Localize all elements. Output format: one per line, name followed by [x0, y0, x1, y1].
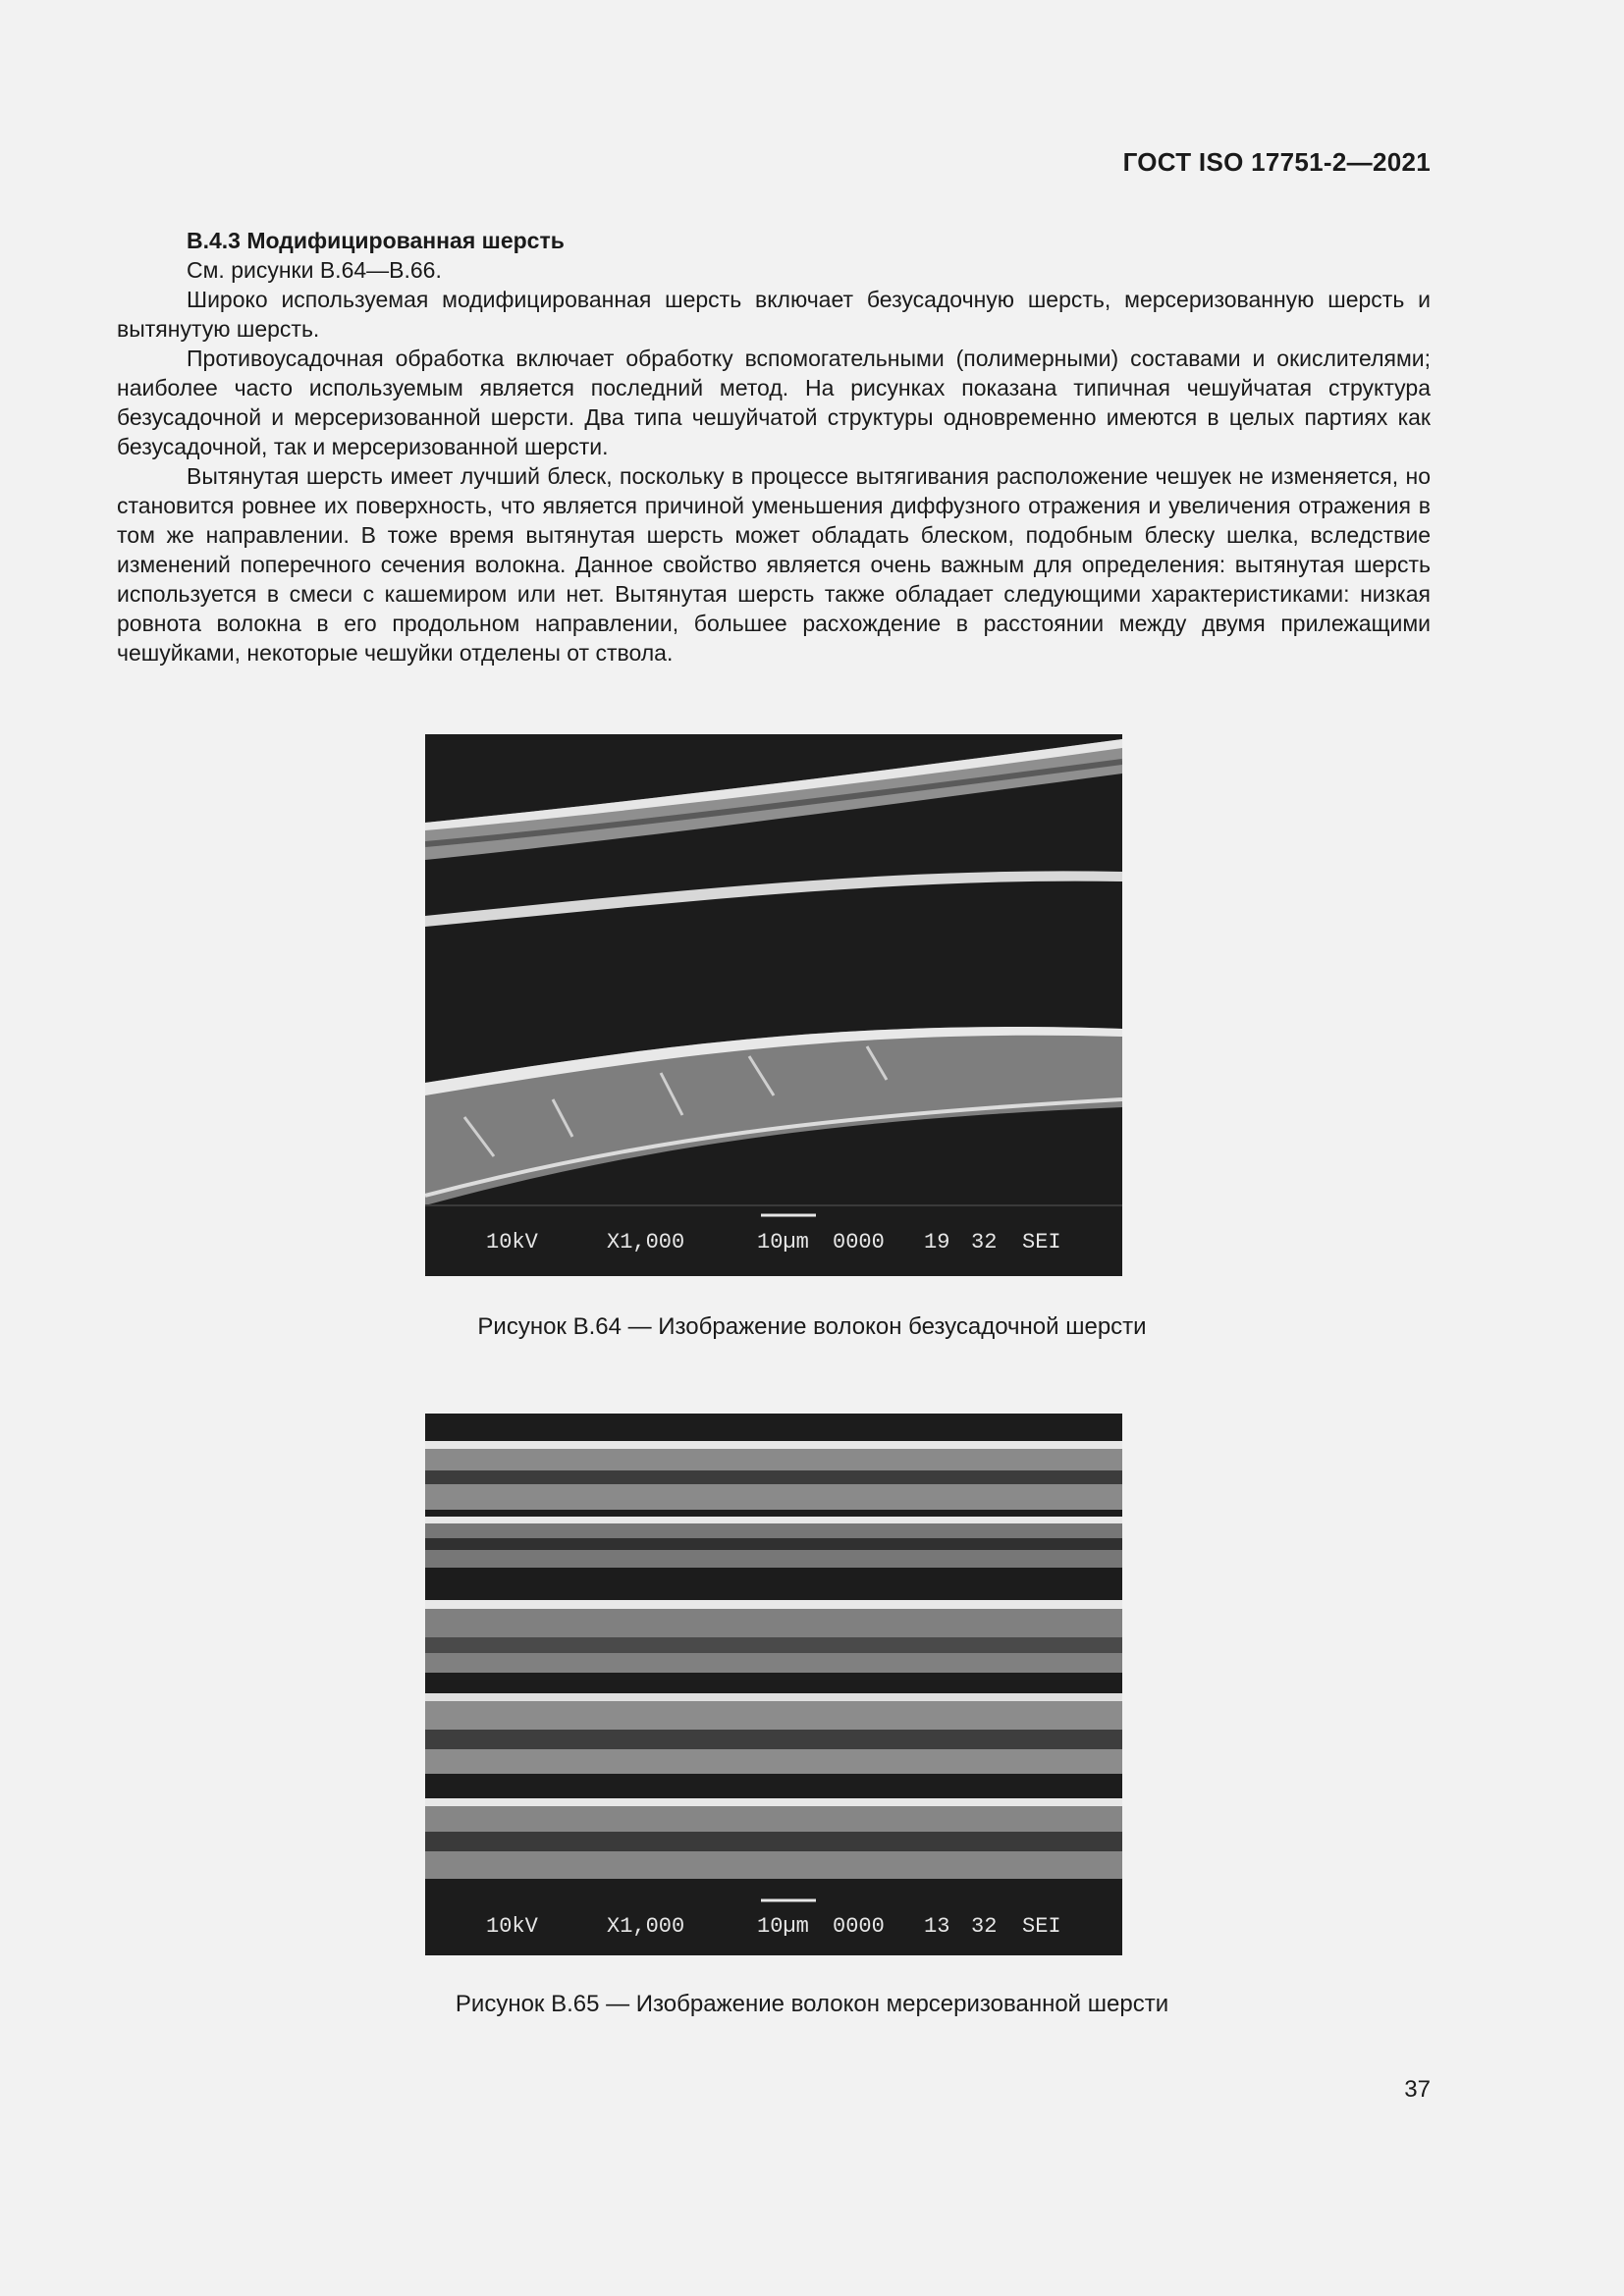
figure-caption-b64: Рисунок В.64 — Изображение волокон безусадочной шерсти [477, 1313, 1147, 1340]
sem-image-b65 [425, 1414, 1122, 1955]
sem-num2: 32 [971, 1230, 998, 1255]
paragraph-1: Широко используемая модифицированная шерсть включает безусадочную шерсть, мерсеризованную шерсть и вытянутую шерсть. [117, 287, 1431, 342]
paragraph-3: Вытянутая шерсть имеет лучший блеск, поскольку в процессе вытягивания расположение чешуек не изменяется, но становится ровнее их поверхность, что является причиной уменьшения диффузного отражения и увеличения отражения в том же направлении. В тоже время вытянутая шерсть может обладать блеском, подобным блеску шелка, вследствие изменений поперечного сечения волокна. Данное свойство является очень важным для определения: вытянутая шерсть используется в смеси с кашемиром или нет. Вытянутая шерсть также обладает следующими характеристиками: низкая ровнота волокна в его продольном направлении, большее расхождение в расстоянии между двумя прилежащими чешуйками, некоторые чешуйки отделены от ствола. [117, 463, 1431, 666]
sem-photo-b64 [425, 734, 1122, 1276]
figure-caption-b65: Рисунок В.65 — Изображение волокон мерсеризованной шерсти [455, 1991, 1169, 2017]
sem-scale: 10µm [757, 1230, 809, 1255]
sem-voltage: 10kV [486, 1230, 538, 1255]
sem-code: 0000 [833, 1914, 885, 1939]
sem-scale: 10µm [757, 1914, 809, 1939]
sem-code: 0000 [833, 1230, 885, 1255]
sem-mode: SEI [1022, 1914, 1061, 1939]
sem-num1: 19 [924, 1230, 950, 1255]
paragraph-2: Противоусадочная обработка включает обработку вспомогательными (полимерными) составами и окислителями; наиболее часто используемым является последний метод. На рисунках показана типичная чешуйчатая структура безусадочной и мерсеризованной шерсти. Два типа чешуйчатой структуры одновременно имеются в целых партиях как безусадочной, так и мерсеризованной шерсти. [117, 346, 1431, 459]
figure-reference: См. рисунки В.64—В.66. [187, 257, 442, 283]
sem-voltage: 10kV [486, 1914, 538, 1939]
section-text [117, 226, 1431, 667]
sem-num1: 13 [924, 1914, 950, 1939]
sem-image-b64 [425, 734, 1122, 1276]
sem-num2: 32 [971, 1914, 998, 1939]
section-heading: В.4.3 Модифицированная шерсть [187, 228, 565, 253]
document-id: ГОСТ ISO 17751-2—2021 [1122, 147, 1431, 177]
sem-magnification: X1,000 [607, 1914, 685, 1939]
sem-magnification: X1,000 [607, 1230, 685, 1255]
sem-photo-b65 [425, 1414, 1122, 1955]
sem-mode: SEI [1022, 1230, 1061, 1255]
page-number: 37 [1404, 2076, 1431, 2103]
